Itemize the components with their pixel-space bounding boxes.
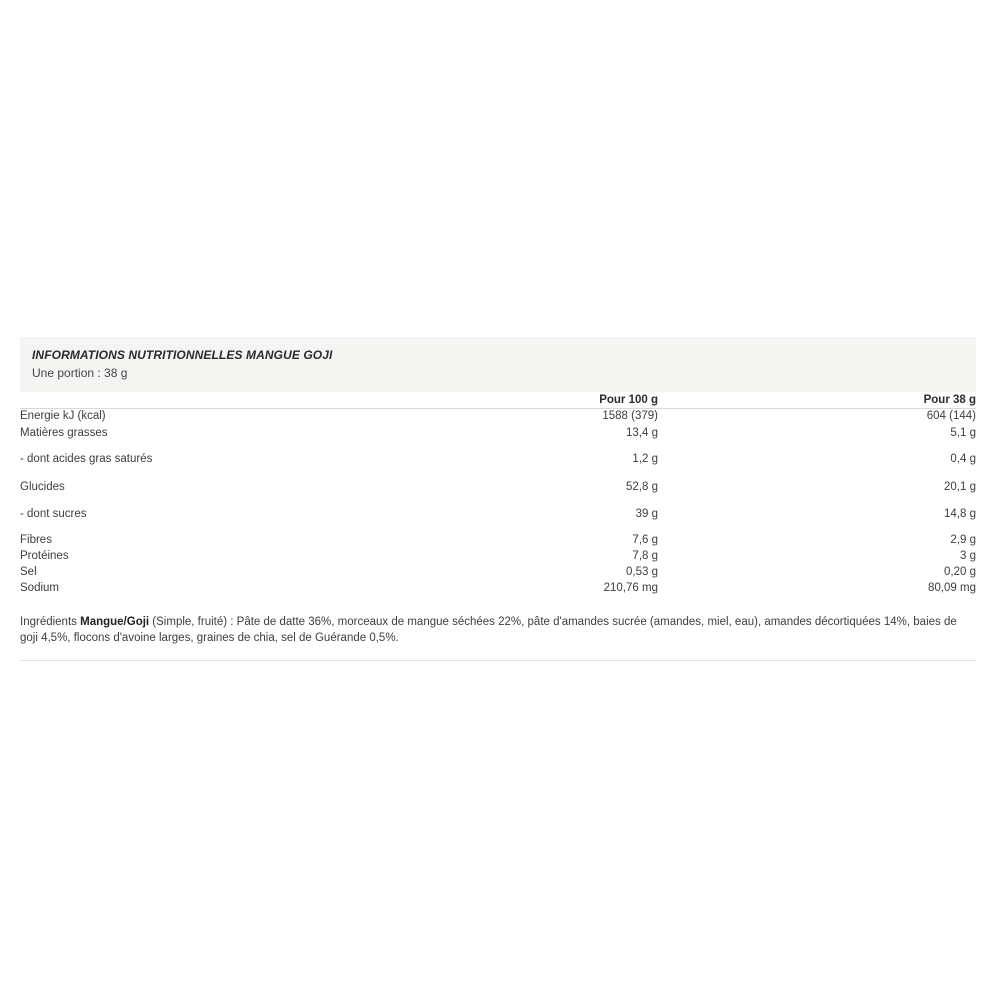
row-per-100g: 13,4 g <box>626 427 658 439</box>
row-label: Fibres <box>20 534 52 546</box>
row-label: Protéines <box>20 550 69 562</box>
row-per-100g: 39 g <box>635 508 658 520</box>
table-row <box>20 566 976 580</box>
table-row <box>20 453 976 467</box>
column-header-per-100g: Pour 100 g <box>599 394 658 406</box>
header-divider <box>20 408 976 409</box>
ingredients-text <box>20 614 976 646</box>
row-per-100g: 0,53 g <box>626 566 658 578</box>
nutrition-title: INFORMATIONS NUTRITIONNELLES MANGUE GOJI <box>32 348 333 362</box>
row-label: Energie kJ (kcal) <box>20 410 106 422</box>
footer-divider <box>20 660 976 661</box>
table-row <box>20 481 976 495</box>
nutrition-header <box>20 337 976 392</box>
table-header <box>20 394 976 408</box>
row-label: Sodium <box>20 582 59 594</box>
ingredients-prefix: Ingrédients <box>20 616 81 628</box>
row-per-portion: 604 (144) <box>926 410 976 422</box>
table-row <box>20 410 976 424</box>
ingredients-list: (Simple, fruité) : Pâte de datte 36%, morceaux de mangue séchées 22%, pâte d'amandes sucrée (amandes, miel, eau), amandes décortiquées 14%, baies de goji 4,5%, flocons d'avoine larges, graines de chia, sel de Guérande 0,5%. <box>20 616 957 644</box>
row-per-100g: 1,2 g <box>632 453 658 465</box>
row-per-portion: 3 g <box>960 550 976 562</box>
column-header-per-portion: Pour 38 g <box>923 394 976 406</box>
row-per-100g: 1588 (379) <box>602 410 658 422</box>
row-label: - dont sucres <box>20 508 87 520</box>
row-label: Glucides <box>20 481 65 493</box>
table-row <box>20 582 976 596</box>
portion-size: Une portion : 38 g <box>32 366 128 380</box>
row-per-100g: 7,6 g <box>632 534 658 546</box>
row-label: - dont acides gras saturés <box>20 453 153 465</box>
table-row <box>20 508 976 522</box>
row-per-portion: 0,4 g <box>950 453 976 465</box>
row-per-portion: 0,20 g <box>944 566 976 578</box>
row-per-portion: 20,1 g <box>944 481 976 493</box>
row-label: Matières grasses <box>20 427 108 439</box>
ingredients-product-name: Mangue/Goji <box>80 616 150 628</box>
row-per-100g: 210,76 mg <box>603 582 658 594</box>
row-per-portion: 80,09 mg <box>928 582 976 594</box>
table-row <box>20 427 976 441</box>
row-label: Sel <box>20 566 37 578</box>
row-per-portion: 2,9 g <box>950 534 976 546</box>
row-per-100g: 7,8 g <box>632 550 658 562</box>
row-per-portion: 14,8 g <box>944 508 976 520</box>
table-row <box>20 534 976 548</box>
nutrition-panel <box>20 337 976 644</box>
row-per-100g: 52,8 g <box>626 481 658 493</box>
row-per-portion: 5,1 g <box>950 427 976 439</box>
table-row <box>20 550 976 564</box>
